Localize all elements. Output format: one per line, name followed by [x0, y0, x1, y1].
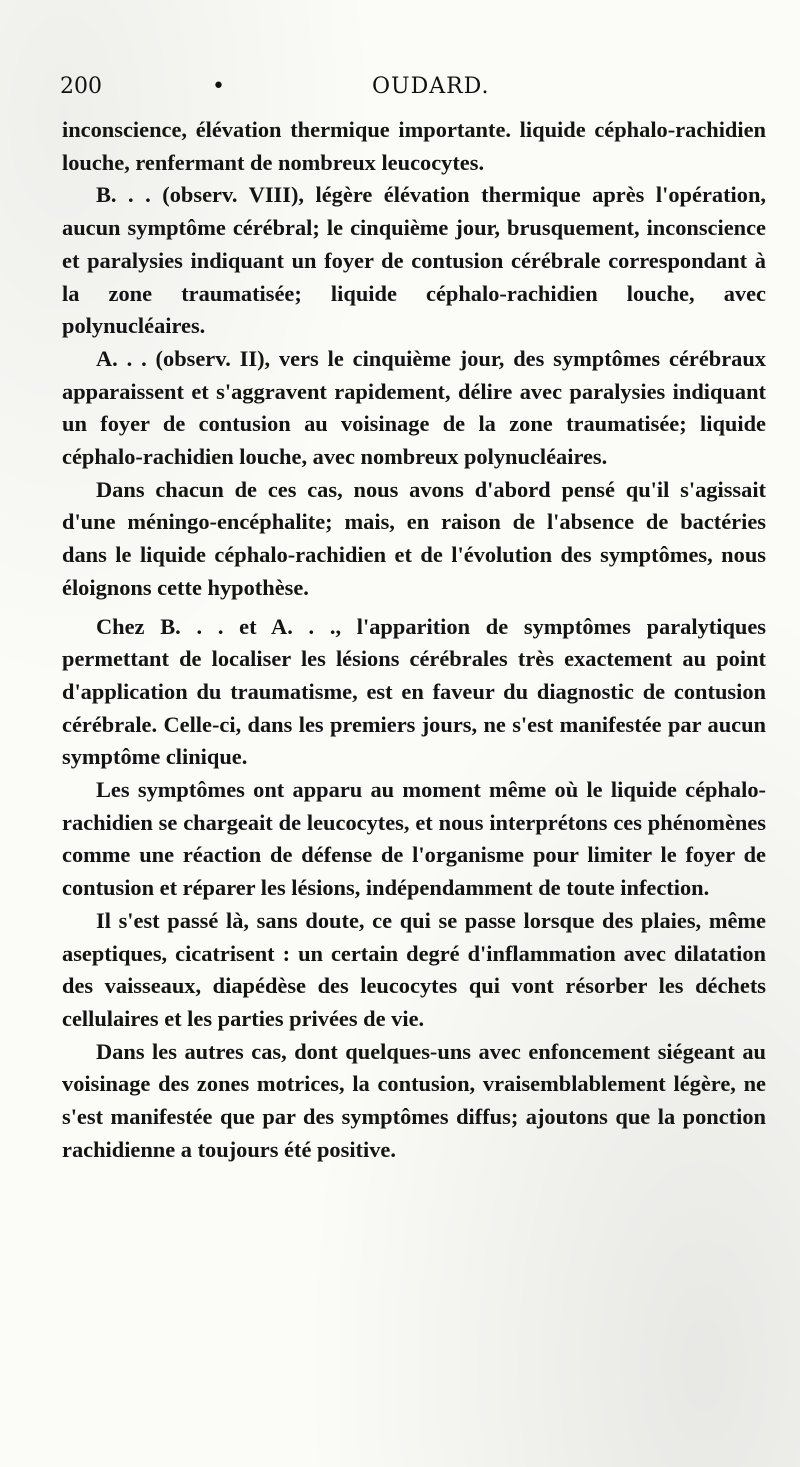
header-separator: • [212, 74, 225, 99]
running-head [60, 74, 760, 104]
paragraph: Dans les autres cas, dont quelques-uns avec enfoncement siégeant au voisinage des zones motrices, la contusion, vraisemblablement légère, ne s'est manifestée que par des symptômes diffus; ajoutons que la ponction rachidienne a toujours été positive. [62, 1038, 766, 1162]
paragraph: Dans chacun de ces cas, nous avons d'abord pensé qu'il s'agissait d'une méningo-encéphalite; mais, en raison de l'absence de bactéries dans le liquide céphalo-rachidien et de l'évolution des symptômes, nous éloignons cette hypothèse. [62, 476, 766, 600]
paragraph: B. . . (observ. VIII), légère élévation thermique après l'opération, aucun symptôme cérébral; le cinquième jour, brusquement, inconscience et paralysies indiquant un foyer de contusion cérébrale correspondant à la zone traumatisée; liquide céphalo-rachidien louche, avec polynucléaires. [62, 182, 766, 339]
paragraph: Chez B. . . et A. . ., l'apparition de symptômes paralytiques permettant de localiser les lésions cérébrales très exactement au point d'application du traumatisme, est en faveur du diagnostic de contusion cérébrale. Celle-ci, dans les premiers jours, ne s'est manifestée par aucun symptôme clinique. [62, 613, 766, 770]
body-text [62, 114, 766, 1167]
page-number: 200 [60, 74, 102, 99]
paragraph: Il s'est passé là, sans doute, ce qui se passe lorsque des plaies, même aseptiques, cicatrisent : un certain degré d'inflammation avec dilatation des vaisseaux, diapédèse des leucocytes qui vont résorber les déchets cellulaires et les parties privées de vie. [62, 907, 766, 1031]
paragraph: inconscience, élévation thermique importante. liquide céphalo-rachidien louche, renfermant de nombreux leucocytes. [62, 117, 766, 175]
running-title: OUDARD. [372, 74, 490, 99]
paragraph: Les symptômes ont apparu au moment même où le liquide céphalo-rachidien se chargeait de leucocytes, et nous interprétons ces phénomènes comme une réaction de défense de l'organisme pour limiter le foyer de contusion et réparer les lésions, indépendamment de toute infection. [62, 777, 766, 901]
paragraph: A. . . (observ. II), vers le cinquième jour, des symptômes cérébraux apparaissent et s'aggravent rapidement, délire avec paralysies indiquant un foyer de contusion au voisinage de la zone traumatisée; liquide céphalo-rachidien louche, avec nombreux polynucléaires. [62, 345, 766, 470]
